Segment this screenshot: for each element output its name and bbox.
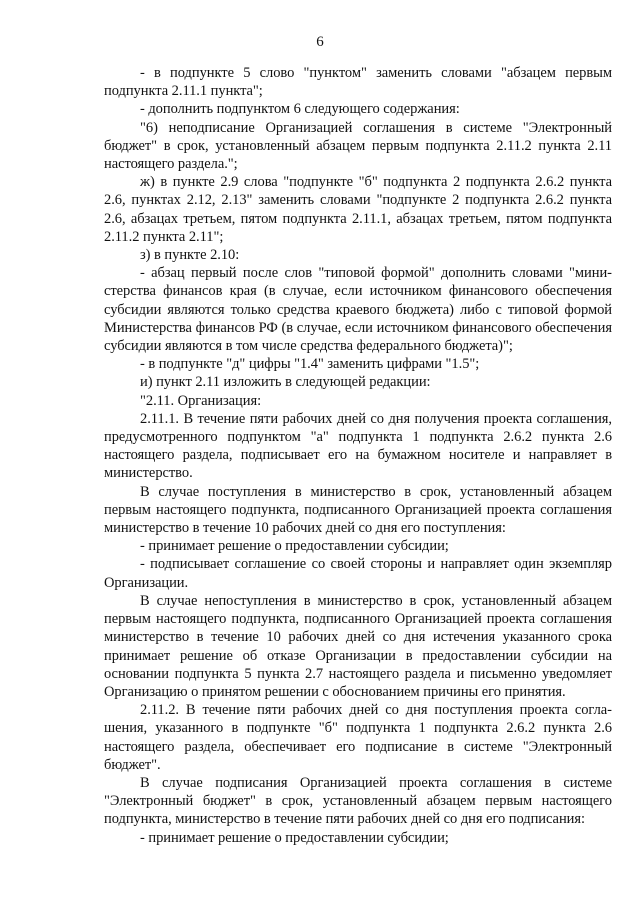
document-body [104, 64, 612, 847]
paragraph: з) в пункте 2.10: [140, 247, 240, 264]
paragraph: В случае подписания Организацией проекта соглашения в системе "Электронный бюджет" в срок, установленный абзацем первым настоящего подпункта, министерство в течение пяти рабочих дней со дня его подписания: [104, 774, 612, 828]
paragraph: 2.11.2. В течение пяти рабочих дней со дня поступления проекта соглашения, указанного в подпункте "б" подпункта 1 подпункта 2.6.2 пункта 2.6 настоящего раздела, обеспечивает его подписание в системе "Электронный бюджет". [104, 702, 612, 773]
paragraph: 2.11.1. В течение пяти рабочих дней со дня получения проекта соглашения, предусмотренного подпунктом "а" подпункта 1 подпункта 2.6.2 пункта 2.6 настоящего раздела, подписывает его на бумажном носителе и направляет в министерство. [104, 410, 612, 482]
paragraph: - подписывает соглашение со своей стороны и направляет один экземпляр Организации. [104, 556, 612, 591]
paragraph: "6) неподписание Организацией соглашения в системе "Электронный бюджет" в срок, установленный абзацем первым подпункта 2.11.2 пункта 2.11 настоящего раздела."; [104, 119, 612, 173]
paragraph: В случае поступления в министерство в срок, установленный абзацем первым настоящего подпункта, подписанного Организацией проекта соглашения министерство в течение 10 рабочих дней со дня его поступления: [104, 483, 612, 537]
paragraph: - принимает решение о предоставлении субсидии; [140, 829, 449, 846]
paragraph: ж) в пункте 2.9 слова "подпункте "б" подпункта 2 подпункта 2.6.2 пункта 2.6, пунктах 2.12, 2.13" заменить словами "подпункте 2 подпункта 2.6.2 пункта 2.6, абзацах третьем, пятом подпункта 2.11.1, абзацах третьем, пятом подпункта 2.11.2 пункта 2.11"; [104, 174, 612, 245]
paragraph: и) пункт 2.11 изложить в следующей редакции: [140, 374, 431, 391]
paragraph: - принимает решение о предоставлении субсидии; [140, 538, 449, 555]
paragraph: - в подпункте 5 слово "пунктом" заменить словами "абзацем первым подпункта 2.11.1 пункта"; [104, 65, 612, 100]
paragraph: - абзац первый после слов "типовой формой" дополнить словами "министерства финансов края (в случае, если источником финансового обеспечения субсидии являются только средства краевого бюджета) либо с типовой формой Министерства финансов РФ (в случае, если источником финансового обеспечения субсидии являются в том числе средства федерального бюджета)"; [104, 265, 612, 355]
paragraph: В случае непоступления в министерство в срок, установленный абзацем первым настоящего подпункта, подписанного Организацией проекта соглашения министерство в течение 10 рабочих дней со дня истечения указанного срока принимает решение об отказе Организации в предоставлении субсидии на основании подпункта 5 пункта 2.7 настоящего раздела и письменно уведомляет Организацию о принятом решении с обоснованием причины его принятия. [104, 592, 612, 700]
paragraph: - дополнить подпунктом 6 следующего содержания: [140, 101, 460, 118]
page-number: 6 [316, 34, 324, 50]
paragraph: - в подпункте "д" цифры "1.4" заменить цифрами "1.5"; [140, 356, 480, 373]
paragraph: "2.11. Организация: [140, 392, 262, 409]
